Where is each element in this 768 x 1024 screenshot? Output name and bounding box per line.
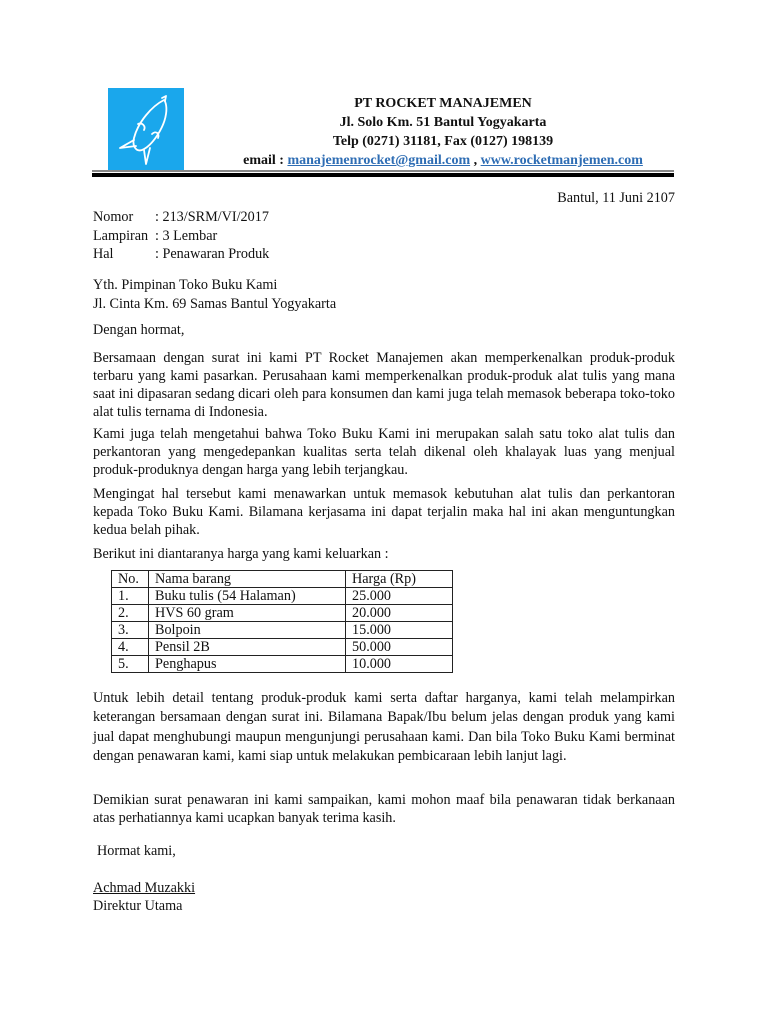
contact-separator: , (473, 153, 478, 168)
paragraph-details: Untuk lebih detail tentang produk-produk kami serta daftar harganya, kami telah melampirkan keterangan bersamaan dengan surat ini. Bilamana Bapak/Ibu belum jelas dengan produk yang kami jual dapat menghubungi maupun mengunjungi perusahaan kami. Dan bila Toko Buku Kami berminat dengan penawaran kami, kami siap untuk melakukan pembicaraan lebih lanjut lagi. (93, 690, 675, 765)
website-link[interactable]: www.rocketmanjemen.com (480, 153, 643, 168)
paragraph-introduction: Bersamaan dengan surat ini kami PT Rocket Manajemen akan memperkenalkan produk-produk terbaru yang kami pasarkan. Perusahaan kami memperkenalkan produk-produk alat tulis yang mana saat ini dipasaran sedang dicari oleh para konsumen dan kami juga telah memasok beberapa toko-toko alat tulis ternama di Indonesia. (93, 350, 675, 420)
signer-title: Direktur Utama (93, 898, 183, 914)
letterhead (92, 88, 674, 174)
recipient-block (93, 276, 336, 313)
company-logo (108, 88, 184, 170)
table-row (112, 639, 453, 656)
reference-row-lampiran (93, 227, 269, 246)
cell-price: 25.000 (346, 588, 453, 605)
column-header-price: Harga (Rp) (346, 571, 453, 588)
email-link[interactable]: manajemenrocket@gmail.com (287, 153, 471, 168)
cell-price: 50.000 (346, 639, 453, 656)
paragraph-offer: Mengingat hal tersebut kami menawarkan untuk memasok kebutuhan alat tulis dan perkantoran kepada Toko Buku Kami. Bilamana kerjasama ini dapat terjalin maka hal ini akan menguntungkan kedua belah pihak. (93, 486, 675, 538)
table-row (112, 605, 453, 622)
cell-item-name: Pensil 2B (149, 639, 346, 656)
company-phone-fax: Telp (0271) 31181, Fax (0127) 198139 (332, 134, 554, 149)
cell-no: 3. (112, 622, 149, 639)
reference-value: : 3 Lembar (155, 227, 218, 244)
reference-value: : Penawaran Produk (155, 246, 270, 262)
cell-no: 2. (112, 605, 149, 622)
salutation: Dengan hormat, (93, 322, 185, 338)
cell-price: 15.000 (346, 622, 453, 639)
recipient-name: Yth. Pimpinan Toko Buku Kami (93, 277, 278, 293)
price-table (111, 570, 453, 673)
cell-item-name: HVS 60 gram (149, 605, 346, 622)
table-row (112, 656, 453, 673)
signature-block (93, 879, 195, 915)
reference-label: Nomor (93, 209, 134, 225)
reference-label: Hal (93, 246, 114, 262)
table-row (112, 588, 453, 605)
letterhead-divider-thick (92, 173, 674, 177)
letter-date: Bantul, 11 Juni 2107 (557, 190, 675, 206)
company-name: PT ROCKET MANAJEMEN (354, 96, 532, 111)
email-label: email : (243, 153, 284, 168)
reference-block (93, 208, 269, 264)
paragraph-about-recipient: Kami juga telah mengetahui bahwa Toko Buku Kami ini merupakan salah satu toko alat tulis dan perkantoran yang mengedepankan kualitas serta telah dikenal oleh khalayak luas yang menjual produk-produknya dengan harga yang lebih terjangkau. (93, 426, 675, 478)
cell-no: 5. (112, 656, 149, 673)
table-row (112, 622, 453, 639)
cell-no: 1. (112, 588, 149, 605)
letterhead-text (212, 94, 674, 170)
cell-no: 4. (112, 639, 149, 656)
cell-item-name: Bolpoin (149, 622, 346, 639)
table-header-row (112, 571, 453, 588)
signer-name: Achmad Muzakki (93, 880, 196, 896)
cell-price: 10.000 (346, 656, 453, 673)
paragraph-closing: Demikian surat penawaran ini kami sampaikan, kami mohon maaf bila penawaran tidak berkanaan atas perhatiannya kami ucapkan banyak terima kasih. (93, 792, 675, 826)
reference-row-hal (93, 245, 269, 264)
reference-row-nomor (93, 208, 269, 227)
closing-greeting: Hormat kami, (97, 843, 176, 859)
company-contact (212, 151, 674, 170)
cell-item-name: Buku tulis (54 Halaman) (149, 588, 346, 605)
recipient-address: Jl. Cinta Km. 69 Samas Bantul Yogyakarta (93, 295, 337, 312)
company-address: Jl. Solo Km. 51 Bantul Yogyakarta (339, 115, 547, 130)
paragraph-price-intro: Berikut ini diantaranya harga yang kami keluarkan : (93, 546, 389, 562)
rocket-icon (108, 88, 184, 170)
column-header-item-name: Nama barang (149, 571, 346, 588)
cell-price: 20.000 (346, 605, 453, 622)
column-header-no: No. (112, 571, 149, 588)
letterhead-divider-thin (92, 170, 674, 172)
reference-label: Lampiran (93, 227, 149, 244)
cell-item-name: Penghapus (149, 656, 346, 673)
reference-value: : 213/SRM/VI/2017 (155, 209, 269, 225)
